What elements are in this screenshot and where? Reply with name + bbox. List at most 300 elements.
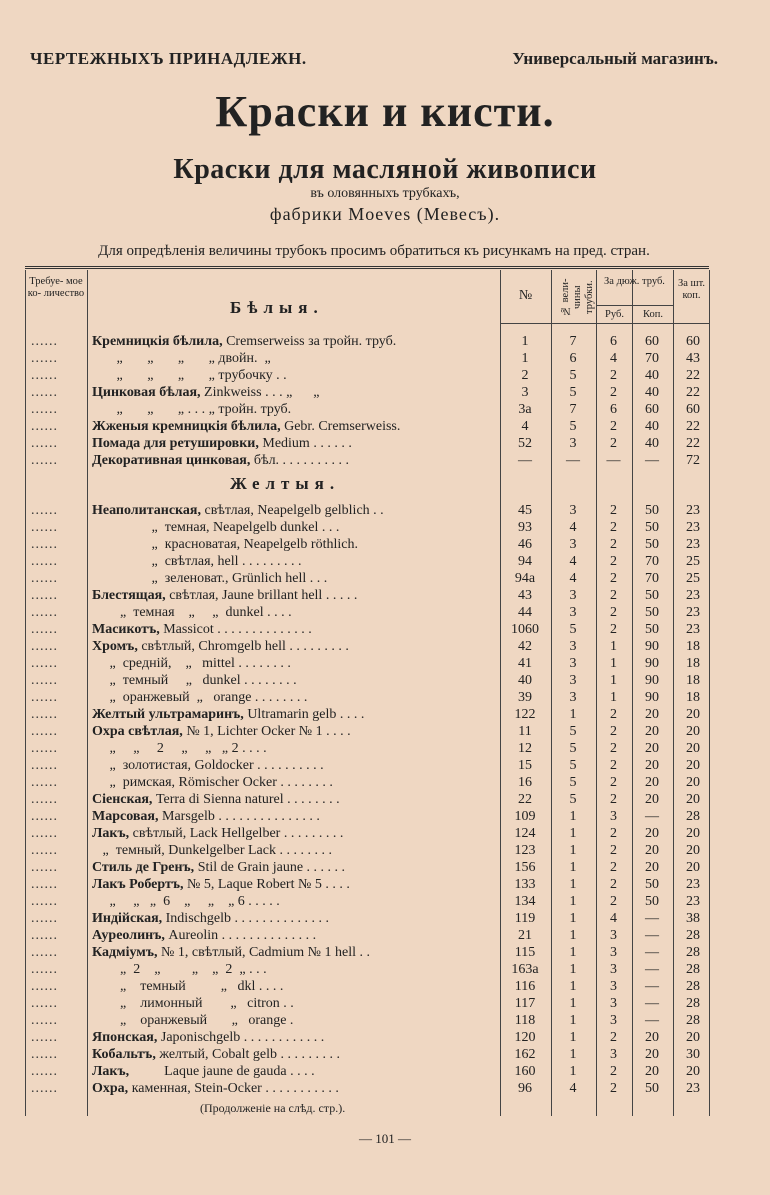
item-number: 45: [518, 503, 532, 518]
item-name-bold: Декоративная цинковая,: [92, 453, 251, 468]
item-number: 2: [521, 368, 529, 383]
table-row: [25, 842, 709, 859]
item-name-bold: Стиль де Гренъ,: [92, 860, 195, 875]
price-rub: 2: [610, 826, 617, 841]
price-kop: 90: [645, 673, 659, 688]
qty-blank[interactable]: ......: [31, 1064, 58, 1079]
qty-blank[interactable]: ......: [31, 402, 58, 417]
price-rub: 2: [610, 707, 617, 722]
item-name: [92, 384, 497, 401]
price-rub: 4: [610, 911, 617, 926]
item-number: 94a: [514, 571, 536, 586]
col-header-qty: Требуе- мое ко- личество: [27, 276, 85, 299]
qty-blank[interactable]: ......: [31, 656, 58, 671]
item-number: 122: [514, 707, 536, 722]
tube-size: 1: [569, 894, 577, 909]
qty-blank[interactable]: ......: [31, 826, 58, 841]
col-header-kop: Коп.: [643, 309, 663, 320]
item-name-rest: свѣтлая, Neapelgelb gelblich . .: [200, 503, 384, 518]
page-title: Краски и кисти.: [215, 87, 555, 136]
price-rub: 4: [610, 351, 617, 366]
item-number: 94: [518, 554, 532, 569]
price-kop: 50: [645, 622, 659, 637]
price-piece: 30: [686, 1047, 700, 1062]
price-kop: 20: [645, 1047, 659, 1062]
item-name: [92, 723, 497, 740]
item-name: [92, 995, 497, 1012]
qty-blank[interactable]: ......: [31, 673, 58, 688]
item-name-rest: свѣтлая, Jaune brillant hell . . . . .: [165, 588, 358, 603]
price-piece: 28: [686, 962, 700, 977]
qty-blank[interactable]: ......: [31, 843, 58, 858]
item-name-bold: Цинковая бѣлая,: [92, 385, 201, 400]
table-row: [25, 961, 709, 978]
price-rub: 2: [610, 724, 617, 739]
qty-blank[interactable]: ......: [31, 453, 58, 468]
tube-size: 3: [569, 503, 577, 518]
qty-blank[interactable]: ......: [31, 1030, 58, 1045]
tube-size: 4: [569, 1081, 577, 1096]
price-rub: 2: [610, 1030, 617, 1045]
tube-size: 4: [569, 520, 577, 535]
price-piece: 23: [686, 894, 700, 909]
price-rub: 3: [610, 1013, 617, 1028]
qty-blank[interactable]: ......: [31, 911, 58, 926]
item-name: [92, 927, 497, 944]
tube-size: 1: [569, 945, 577, 960]
item-number: 4: [521, 419, 529, 434]
table-row: [25, 706, 709, 723]
item-name-rest: „ „ „ „ двойн. „: [92, 351, 271, 366]
item-number: 115: [514, 945, 536, 960]
table-rule: [596, 305, 673, 306]
price-rub: 2: [610, 758, 617, 773]
item-name: [92, 655, 497, 672]
table-row: [25, 757, 709, 774]
item-name: [92, 1080, 497, 1097]
item-name: [92, 706, 497, 723]
item-name-bold: Индійская,: [92, 911, 163, 926]
price-piece: 23: [686, 588, 700, 603]
price-kop: 20: [645, 775, 659, 790]
item-name: [92, 536, 497, 553]
table-row: [25, 401, 709, 418]
item-name: [92, 808, 497, 825]
qty-blank[interactable]: ......: [31, 792, 58, 807]
price-kop: 20: [645, 724, 659, 739]
table-row: [25, 910, 709, 927]
qty-blank[interactable]: ......: [31, 588, 58, 603]
item-name-rest: „ римская, Römischer Ocker . . . . . . . .: [92, 775, 333, 790]
tube-size: 5: [569, 385, 577, 400]
price-piece: 28: [686, 996, 700, 1011]
item-name: [92, 757, 497, 774]
table-row: [25, 672, 709, 689]
item-name-rest: желтый, Cobalt gelb . . . . . . . . .: [155, 1047, 340, 1062]
tube-size: 1: [569, 979, 577, 994]
item-name-bold: Жженыя кремницкія бѣлила,: [92, 419, 281, 434]
item-number: 41: [518, 656, 532, 671]
item-name-rest: „ красноватая, Neapelgelb röthlich.: [92, 537, 358, 552]
header-left: ЧЕРТЕЖНЫХЪ ПРИНАДЛЕЖН.: [30, 49, 307, 68]
item-number: 96: [518, 1081, 532, 1096]
table-row: [25, 553, 709, 570]
item-number: —: [518, 453, 532, 468]
qty-blank[interactable]: ......: [31, 996, 58, 1011]
qty-blank[interactable]: ......: [31, 877, 58, 892]
qty-blank[interactable]: ......: [31, 979, 58, 994]
price-piece: 18: [686, 639, 700, 654]
item-name: [92, 570, 497, 587]
price-piece: 20: [686, 843, 700, 858]
item-name: [92, 418, 497, 435]
price-rub: 2: [610, 843, 617, 858]
price-kop: —: [645, 945, 659, 960]
item-name-rest: бѣл. . . . . . . . . . .: [250, 453, 350, 468]
qty-blank[interactable]: ......: [31, 690, 58, 705]
price-piece: 20: [686, 792, 700, 807]
tube-size: 5: [569, 741, 577, 756]
tube-size: 7: [569, 402, 577, 417]
price-piece: 20: [686, 1030, 700, 1045]
col-header-rub: Руб.: [605, 309, 624, 320]
tube-size: 7: [569, 334, 577, 349]
item-name-bold: Желтый ультрамаринъ,: [92, 707, 244, 722]
qty-blank[interactable]: ......: [31, 639, 58, 654]
tube-size: 5: [569, 758, 577, 773]
price-rub: 3: [610, 962, 617, 977]
price-rub: 2: [610, 520, 617, 535]
item-number: 162: [514, 1047, 536, 1062]
item-number: 16: [518, 775, 532, 790]
item-name-rest: каменная, Stein-Ocker . . . . . . . . . . .: [128, 1081, 339, 1096]
item-name: [92, 367, 497, 384]
table-row: [25, 638, 709, 655]
qty-blank[interactable]: ......: [31, 419, 58, 434]
tube-size: 1: [569, 1047, 577, 1062]
col-header-piece: За шт. коп.: [677, 278, 706, 301]
tube-size: 1: [569, 996, 577, 1011]
price-rub: 1: [610, 690, 617, 705]
qty-blank[interactable]: ......: [31, 571, 58, 586]
qty-blank[interactable]: ......: [31, 436, 58, 451]
price-piece: 23: [686, 537, 700, 552]
qty-blank[interactable]: ......: [31, 1013, 58, 1028]
qty-blank[interactable]: ......: [31, 537, 58, 552]
item-number: 52: [518, 436, 532, 451]
table-row: [25, 1012, 709, 1029]
qty-blank[interactable]: ......: [31, 605, 58, 620]
qty-blank[interactable]: ......: [31, 351, 58, 366]
price-kop: 50: [645, 520, 659, 535]
price-piece: 28: [686, 979, 700, 994]
qty-blank[interactable]: ......: [31, 809, 58, 824]
price-piece: 28: [686, 945, 700, 960]
item-number: 134: [514, 894, 536, 909]
qty-blank[interactable]: ......: [31, 962, 58, 977]
qty-blank[interactable]: ......: [31, 385, 58, 400]
price-kop: 90: [645, 690, 659, 705]
item-name: [92, 961, 497, 978]
item-name-rest: „ темная „ „ dunkel . . . .: [92, 605, 292, 620]
table-row: [25, 367, 709, 384]
price-rub: 3: [610, 928, 617, 943]
price-rub: 2: [610, 622, 617, 637]
price-piece: 22: [686, 368, 700, 383]
price-rub: 2: [610, 419, 617, 434]
item-number: 1060: [511, 622, 539, 637]
price-rub: 2: [610, 537, 617, 552]
price-rub: 1: [610, 673, 617, 688]
qty-blank[interactable]: ......: [31, 707, 58, 722]
tube-size: 5: [569, 775, 577, 790]
price-rub: 2: [610, 877, 617, 892]
qty-blank[interactable]: ......: [31, 503, 58, 518]
item-number: 11: [518, 724, 532, 739]
item-number: 44: [518, 605, 532, 620]
item-number: 124: [514, 826, 536, 841]
tube-size: 3: [569, 656, 577, 671]
item-name-bold: Марсовая,: [92, 809, 159, 824]
item-name: [92, 978, 497, 995]
qty-blank[interactable]: ......: [31, 1081, 58, 1096]
price-kop: 50: [645, 605, 659, 620]
tube-size: 3: [569, 588, 577, 603]
price-kop: 20: [645, 843, 659, 858]
price-rub: 2: [610, 436, 617, 451]
item-number: 3: [521, 385, 529, 400]
tube-size: —: [566, 453, 580, 468]
table-row: [25, 350, 709, 367]
item-name: [92, 638, 497, 655]
item-name-rest: Aureolin . . . . . . . . . . . . . .: [164, 928, 317, 943]
table-row: [25, 944, 709, 961]
qty-blank[interactable]: ......: [31, 1047, 58, 1062]
table-row: [25, 384, 709, 401]
table-row: [25, 570, 709, 587]
item-name-rest: „ темный „ dkl . . . .: [92, 979, 284, 994]
tube-size: 1: [569, 809, 577, 824]
tube-size: 1: [569, 707, 577, 722]
item-name-rest: „ „ 2 „ „ „ 2 . . . .: [92, 741, 267, 756]
price-piece: 23: [686, 605, 700, 620]
item-name-rest: Gebr. Cremserweiss.: [280, 419, 401, 434]
price-piece: 28: [686, 1013, 700, 1028]
price-piece: 20: [686, 860, 700, 875]
price-piece: 25: [686, 571, 700, 586]
price-rub: 2: [610, 1064, 617, 1079]
price-kop: 70: [645, 554, 659, 569]
item-name-bold: Блестящая,: [92, 588, 166, 603]
tube-size: 6: [569, 351, 577, 366]
price-rub: 3: [610, 945, 617, 960]
price-piece: 25: [686, 554, 700, 569]
qty-blank[interactable]: ......: [31, 368, 58, 383]
col-header-size: № вели- чины трубки.: [560, 278, 595, 316]
item-number: 3a: [518, 402, 532, 417]
qty-blank[interactable]: ......: [31, 334, 58, 349]
item-name-rest: „ темная, Neapelgelb dunkel . . .: [92, 520, 340, 535]
price-rub: 2: [610, 605, 617, 620]
tube-size: 5: [569, 368, 577, 383]
item-number: 118: [514, 1013, 536, 1028]
item-name-rest: № 5, Laque Robert № 5 . . . .: [183, 877, 350, 892]
price-rub: 2: [610, 385, 617, 400]
item-name-rest: „ средній, „ mittel . . . . . . . .: [92, 656, 291, 671]
tube-size: 5: [569, 419, 577, 434]
price-piece: 20: [686, 724, 700, 739]
qty-blank[interactable]: ......: [31, 741, 58, 756]
item-name-rest: „ зеленоват., Grünlich hell . . .: [92, 571, 328, 586]
price-kop: 20: [645, 1030, 659, 1045]
qty-blank[interactable]: ......: [31, 894, 58, 909]
item-name: [92, 1046, 497, 1063]
table-row: [25, 587, 709, 604]
table-row: [25, 876, 709, 893]
table-row: [25, 1046, 709, 1063]
price-kop: 70: [645, 351, 659, 366]
price-rub: 1: [610, 656, 617, 671]
price-piece: 20: [686, 775, 700, 790]
price-rub: 2: [610, 775, 617, 790]
tube-size: 3: [569, 690, 577, 705]
item-name-rest: Massicot . . . . . . . . . . . . . .: [159, 622, 312, 637]
qty-blank[interactable]: ......: [31, 724, 58, 739]
item-number: 43: [518, 588, 532, 603]
price-rub: 1: [610, 639, 617, 654]
price-piece: 23: [686, 1081, 700, 1096]
price-rub: 2: [610, 860, 617, 875]
header-right: Универсальный магазинъ.: [512, 49, 718, 68]
section-title: Желтыя.: [230, 474, 341, 493]
table-rule: [500, 323, 709, 324]
table-row: [25, 927, 709, 944]
price-rub: 6: [610, 334, 617, 349]
table-row: [25, 1029, 709, 1046]
item-name: [92, 672, 497, 689]
item-name-bold: Помада для ретушировки,: [92, 436, 259, 451]
item-number: 15: [518, 758, 532, 773]
table-row: [25, 791, 709, 808]
qty-blank[interactable]: ......: [31, 758, 58, 773]
qty-blank[interactable]: ......: [31, 520, 58, 535]
price-piece: 72: [686, 453, 700, 468]
tube-size: 3: [569, 673, 577, 688]
item-name-rest: „ 2 „ „ „ 2 „ . . .: [92, 962, 267, 977]
item-number: 12: [518, 741, 532, 756]
item-number: 116: [514, 979, 536, 994]
price-rub: 3: [610, 1047, 617, 1062]
item-name-bold: Лакъ Робертъ,: [92, 877, 184, 892]
table-row: [25, 893, 709, 910]
price-kop: 50: [645, 877, 659, 892]
item-name-rest: № 1, свѣтлый, Cadmium № 1 hell . .: [157, 945, 371, 960]
tube-size: 5: [569, 792, 577, 807]
item-name-rest: „ оранжевый „ orange .: [92, 1013, 294, 1028]
item-number: 40: [518, 673, 532, 688]
item-number: 156: [514, 860, 536, 875]
price-kop: —: [645, 962, 659, 977]
item-name: [92, 893, 497, 910]
price-piece: 18: [686, 656, 700, 671]
item-name-bold: Охра,: [92, 1081, 129, 1096]
item-number: 133: [514, 877, 536, 892]
item-number: 22: [518, 792, 532, 807]
item-name: [92, 1029, 497, 1046]
item-number: 120: [514, 1030, 536, 1045]
qty-blank[interactable]: ......: [31, 945, 58, 960]
item-name: [92, 604, 497, 621]
qty-blank[interactable]: ......: [31, 622, 58, 637]
item-name: [92, 435, 497, 452]
item-name-rest: „ темный „ dunkel . . . . . . . .: [92, 673, 297, 688]
qty-blank[interactable]: ......: [31, 860, 58, 875]
item-number: 1: [521, 334, 529, 349]
price-kop: 50: [645, 503, 659, 518]
qty-blank[interactable]: ......: [31, 928, 58, 943]
price-piece: 18: [686, 673, 700, 688]
item-name: [92, 944, 497, 961]
subtitle-maker: фабрики Moeves (Мевесъ).: [269, 204, 501, 224]
item-name-rest: Laque jaune de gauda . . . .: [129, 1064, 315, 1079]
tube-size: 5: [569, 724, 577, 739]
item-name-rest: Ultramarin gelb . . . .: [243, 707, 365, 722]
price-piece: 43: [686, 351, 700, 366]
table-row: [25, 723, 709, 740]
item-name-bold: Ауреолинъ,: [92, 928, 165, 943]
item-number: 119: [514, 911, 536, 926]
table-row: [25, 1080, 709, 1097]
tube-size: 1: [569, 826, 577, 841]
table-row: [25, 740, 709, 757]
subtitle-tubes: въ оловянныхъ трубкахъ,: [310, 186, 460, 201]
price-kop: 50: [645, 1081, 659, 1096]
table-row: [25, 604, 709, 621]
item-name: [92, 621, 497, 638]
price-piece: 60: [686, 334, 700, 349]
item-name: [92, 825, 497, 842]
price-kop: —: [645, 928, 659, 943]
item-name-bold: Лакъ,: [92, 1064, 130, 1079]
qty-blank[interactable]: ......: [31, 554, 58, 569]
price-kop: 60: [645, 334, 659, 349]
item-name-bold: Кобальтъ,: [92, 1047, 156, 1062]
price-piece: 20: [686, 707, 700, 722]
col-header-no: №: [518, 288, 533, 303]
price-kop: 20: [645, 792, 659, 807]
price-piece: 38: [686, 911, 700, 926]
item-name-rest: Medium . . . . . .: [258, 436, 352, 451]
qty-blank[interactable]: ......: [31, 775, 58, 790]
item-name-rest: Terra di Sienna naturel . . . . . . . .: [152, 792, 340, 807]
price-rub: 3: [610, 809, 617, 824]
item-name: [92, 740, 497, 757]
price-piece: 23: [686, 520, 700, 535]
tube-size: 3: [569, 436, 577, 451]
item-name-rest: „ свѣтлая, hell . . . . . . . . .: [92, 554, 302, 569]
item-name-rest: свѣтлый, Chromgelb hell . . . . . . . . .: [137, 639, 349, 654]
item-number: 117: [514, 996, 536, 1011]
price-kop: 50: [645, 894, 659, 909]
price-kop: —: [645, 979, 659, 994]
price-piece: 28: [686, 809, 700, 824]
table-row: [25, 808, 709, 825]
size-note: Для опредѣленія величины трубокъ просимъ обратиться къ рисункамъ на пред. стран.: [98, 243, 650, 259]
tube-size: 1: [569, 911, 577, 926]
price-rub: 2: [610, 503, 617, 518]
tube-size: 1: [569, 1030, 577, 1045]
page-number: — 101 —: [359, 1131, 411, 1146]
